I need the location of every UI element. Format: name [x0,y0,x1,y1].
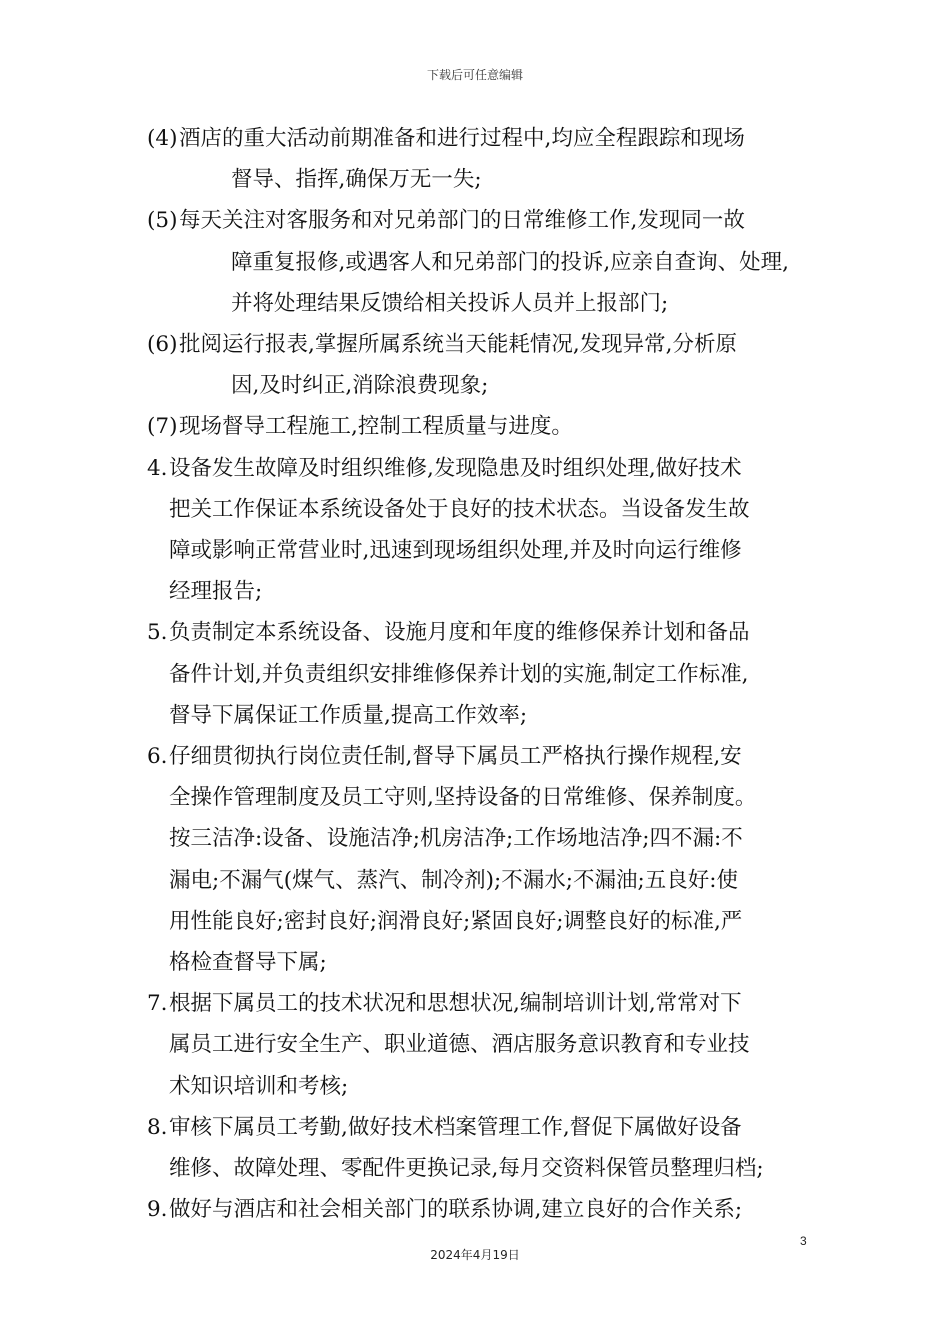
item-line: 酒店的重大活动前期准备和进行过程中,均应全程跟踪和现场 [179,126,745,151]
page-number: 3 [800,1234,807,1248]
item-number: 9. [147,1197,168,1223]
item-line: 经理报告; [169,579,263,605]
list-item [147,448,827,613]
item-number: (4) [147,126,178,151]
item-line: 漏电;不漏气(煤气、蒸汽、制冷剂);不漏水;不漏油;五良好:使 [169,867,738,893]
list-item [147,1107,827,1189]
item-line: 批阅运行报表,掌握所属系统当天能耗情况,发现异常,分析原 [179,332,738,358]
item-line: 障重复报修,或遇客人和兄弟部门的投诉,应亲自查询、处理, [231,249,790,275]
list-item [147,200,827,324]
item-line: 做好与酒店和社会相关部门的联系协调,建立良好的合作关系; [169,1197,743,1223]
list-item [147,1189,827,1230]
list-item [147,736,827,983]
item-number: 5. [147,620,168,646]
item-line: 维修、故障处理、零配件更换记录,每月交资料保管员整理归档; [169,1156,764,1182]
document-body [147,118,827,1230]
item-line: 现场督导工程施工,控制工程质量与进度。 [179,414,573,440]
item-line: 全操作管理制度及员工守则,坚持设备的日常维修、保养制度。 [169,785,757,811]
list-item [147,983,827,1107]
item-line: 因,及时纠正,消除浪费现象; [231,373,489,399]
item-line: 障或影响正常营业时,迅速到现场组织处理,并及时向运行维修 [169,538,742,564]
item-line: 按三洁净:设备、设施洁净;机房洁净;工作场地洁净;四不漏:不 [169,826,743,852]
item-line: 负责制定本系统设备、设施月度和年度的维修保养计划和备品 [169,620,750,646]
item-line: 仔细贯彻执行岗位责任制,督导下属员工严格执行操作规程,安 [169,744,742,770]
item-line: 属员工进行安全生产、职业道德、酒店服务意识教育和专业技 [169,1032,750,1058]
item-line: 格检查督导下属; [169,950,327,976]
list-item [147,118,827,200]
item-number: 4. [147,455,168,481]
item-number: 6. [147,744,168,770]
item-line: 每天关注对客服务和对兄弟部门的日常维修工作,发现同一故 [179,208,745,234]
list-item [147,324,827,406]
item-line: 根据下属员工的技术状况和思想状况,编制培训计划,常常对下 [169,991,742,1017]
item-line: 用性能良好;密封良好;润滑良好;紧固良好;调整良好的标准,严 [169,908,743,934]
item-number: 7. [147,991,168,1017]
item-line: 备件计划,并负责组织安排维修保养计划的实施,制定工作标准, [169,661,749,687]
item-line: 督导、指挥,确保万无一失; [231,167,482,193]
item-line: 并将处理结果反馈给相关投诉人员并上报部门; [231,290,669,316]
item-number: (7) [147,414,178,440]
item-line: 术知识培训和考核; [169,1073,349,1099]
item-line: 督导下属保证工作质量,提高工作效率; [169,702,528,728]
item-number: (5) [147,208,178,234]
item-number: 8. [147,1114,168,1140]
list-item [147,406,827,447]
item-number: (6) [147,332,178,358]
footer-date: 2024年4月19日 [430,1248,520,1262]
item-line: 把关工作保证本系统设备处于良好的技术状态。当设备发生故 [169,496,750,522]
item-line: 设备发生故障及时组织维修,发现隐患及时组织处理,做好技术 [169,455,742,481]
item-line: 审核下属员工考勤,做好技术档案管理工作,督促下属做好设备 [169,1114,742,1140]
list-item [147,612,827,736]
page-header: 下载后可任意编辑 [426,68,523,82]
